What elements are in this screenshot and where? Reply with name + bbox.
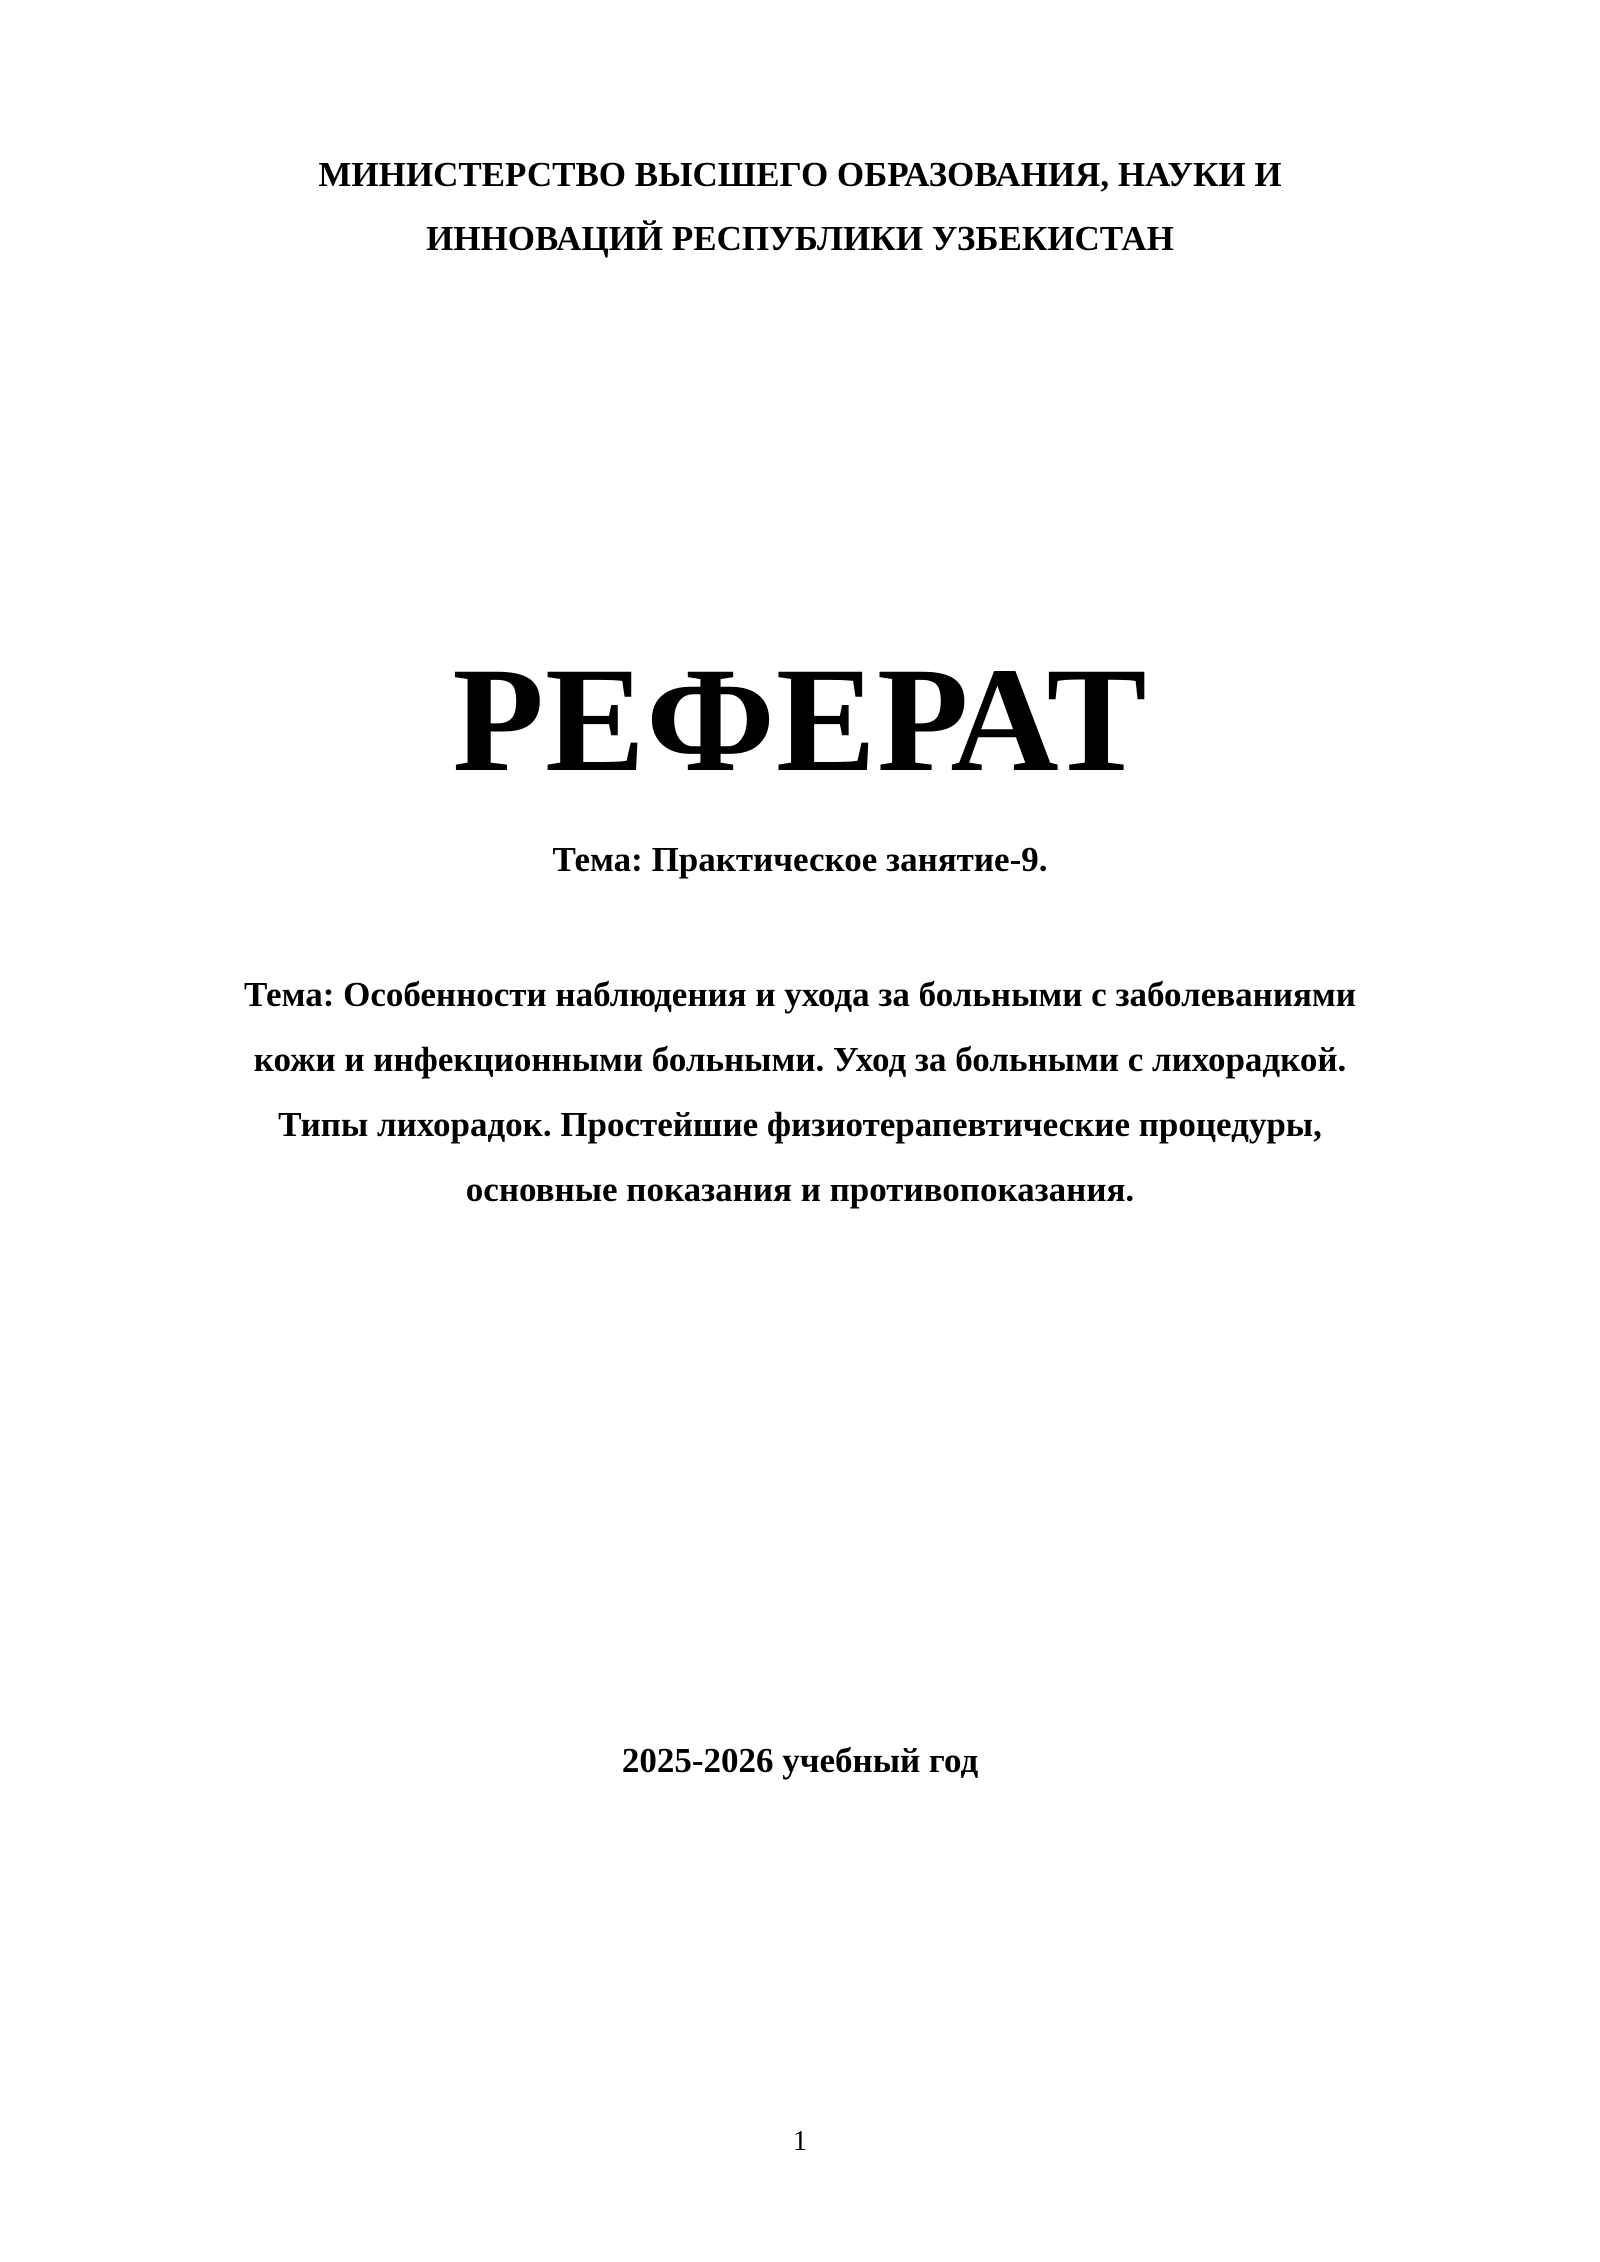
topic-line-2: кожи и инфекционными больными. Уход за больными с лихорадкой. <box>253 1040 1347 1079</box>
practical-lesson-subtitle: Тема: Практическое занятие-9. <box>552 840 1048 879</box>
topic-line-1: Тема: Особенности наблюдения и ухода за больными с заболеваниями <box>244 975 1356 1014</box>
topic-line-3: Типы лихорадок. Простейшие физиотерапевтические процедуры, <box>278 1105 1322 1144</box>
academic-year: 2025-2026 учебный год <box>621 1741 979 1780</box>
ministry-name-line-1: МИНИСТЕРСТВО ВЫСШЕГО ОБРАЗОВАНИЯ, НАУКИ И <box>318 155 1282 194</box>
page-number: 1 <box>793 2126 807 2157</box>
topic-line-4: основные показания и противопоказания. <box>465 1170 1135 1209</box>
ministry-name-line-2: ИННОВАЦИЙ РЕСПУБЛИКИ УЗБЕКИСТАН <box>426 219 1174 258</box>
document-title: РЕФЕРАТ <box>452 637 1148 803</box>
